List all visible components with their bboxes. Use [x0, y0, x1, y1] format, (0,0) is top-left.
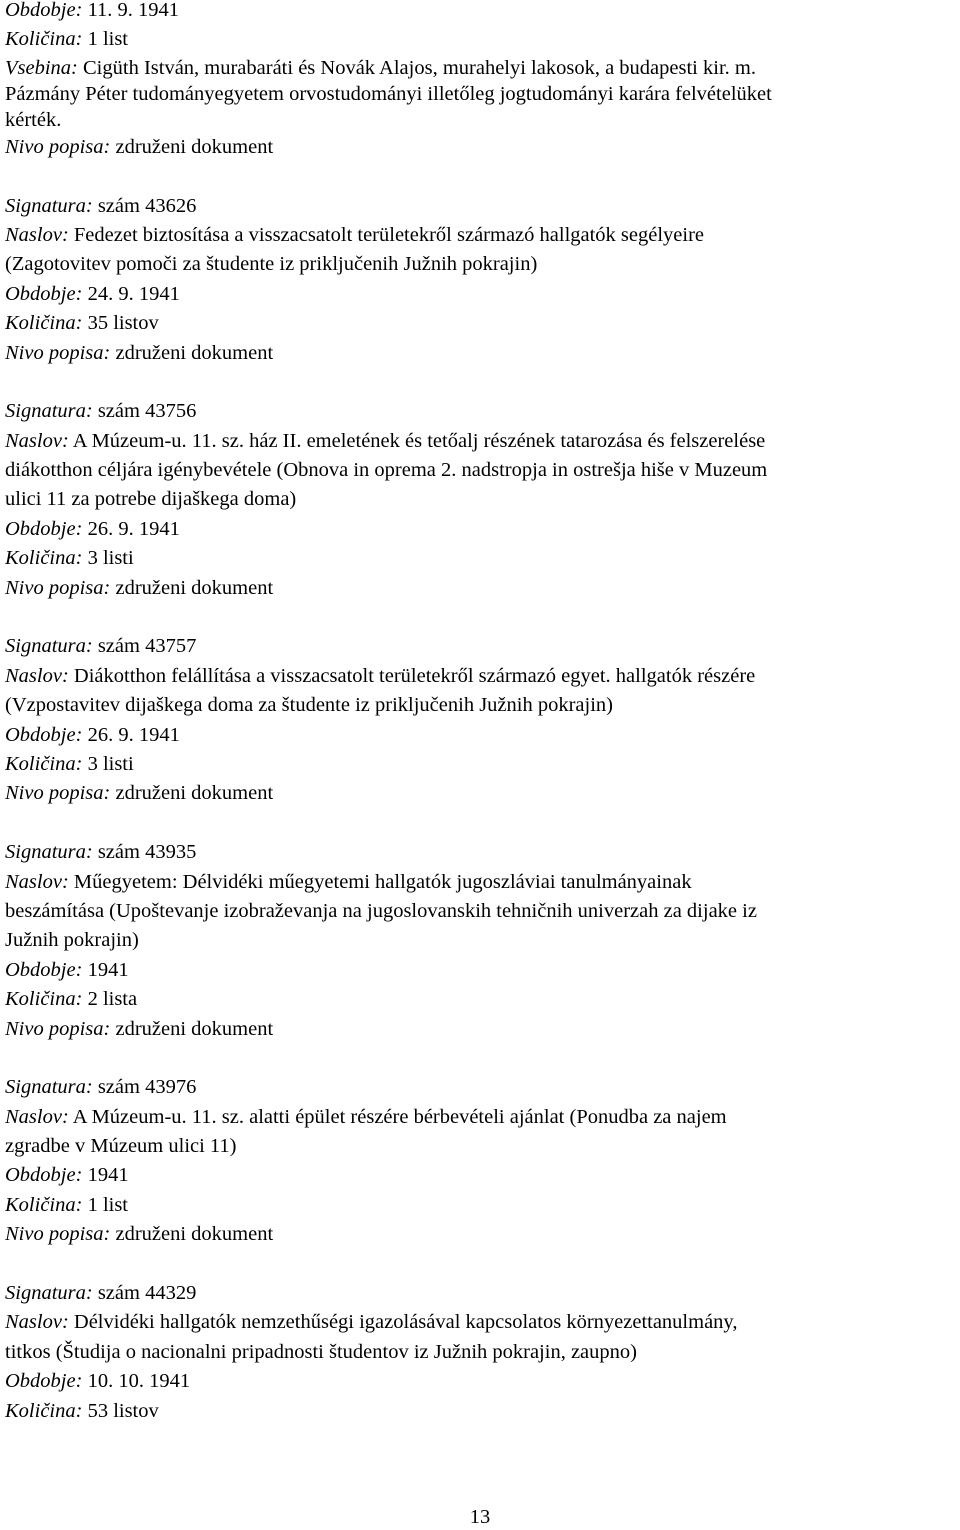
kolicina-label: Količina:	[5, 312, 83, 335]
naslov-text: diákotthon céljára igénybevétele (Obnova in oprema 2. nadstropja in ostrešja hiše v Muzeum	[5, 459, 768, 482]
signatura-label: Signatura:	[5, 400, 93, 423]
signatura-value: szám 43626	[97, 194, 197, 217]
naslov-line-1	[5, 221, 955, 250]
obdobje-value: 11. 9. 1941	[87, 0, 180, 21]
page-number: 13	[469, 1506, 491, 1528]
obdobje-line	[5, 1161, 955, 1190]
naslov-line-2	[5, 691, 955, 720]
nivo-value: združeni dokument	[115, 135, 274, 158]
signatura-label: Signatura:	[5, 1282, 93, 1305]
kolicina-value: 2 lista	[87, 988, 138, 1011]
kolicina-value: 35 listov	[87, 312, 159, 335]
kolicina-label: Količina:	[5, 1193, 83, 1216]
obdobje-value: 26. 9. 1941	[87, 517, 180, 540]
kolicina-value: 53 listov	[87, 1399, 159, 1422]
signatura-line	[5, 838, 955, 867]
naslov-text: Fedezet biztosítása a visszacsatolt területekről származó hallgatók segélyeire	[73, 223, 705, 246]
kolicina-line	[5, 1397, 955, 1426]
spacer	[5, 368, 955, 397]
vsebina-line-2	[5, 81, 955, 107]
naslov-text: (Zagotovitev pomoči za študente iz priključenih Južnih pokrajin)	[5, 253, 538, 276]
obdobje-value: 1941	[87, 958, 129, 981]
nivo-line	[5, 339, 955, 368]
obdobje-label: Obdobje:	[5, 517, 83, 540]
record-entry	[5, 1279, 955, 1426]
vsebina-text: Pázmány Péter tudományegyetem orvostudományi illetőleg jogtudományi karára felvételüket	[5, 82, 772, 105]
signatura-value: szám 43976	[97, 1076, 197, 1099]
naslov-label: Naslov:	[5, 1105, 69, 1128]
vsebina-text: kérték.	[5, 108, 62, 131]
signatura-value: szám 43756	[97, 400, 197, 423]
naslov-line-1	[5, 1103, 955, 1132]
signatura-label: Signatura:	[5, 635, 93, 658]
signatura-label: Signatura:	[5, 841, 93, 864]
naslov-line-3	[5, 926, 955, 955]
obdobje-label: Obdobje:	[5, 1370, 83, 1393]
kolicina-value: 3 listi	[87, 547, 134, 570]
naslov-line-2	[5, 456, 955, 485]
naslov-line-2	[5, 250, 955, 279]
obdobje-line	[5, 515, 955, 544]
kolicina-value: 3 listi	[87, 752, 134, 775]
naslov-label: Naslov:	[5, 1311, 69, 1334]
signatura-line	[5, 1073, 955, 1102]
naslov-text: Műegyetem: Délvidéki műegyetemi hallgatók jugoszláviai tanulmányainak	[73, 870, 692, 893]
signatura-label: Signatura:	[5, 194, 93, 217]
signatura-line	[5, 192, 955, 221]
record-entry	[5, 838, 955, 1044]
obdobje-line	[5, 280, 955, 309]
naslov-line-1	[5, 868, 955, 897]
naslov-text: Délvidéki hallgatók nemzethűségi igazolásával kapcsolatos környezettanulmány,	[73, 1311, 738, 1334]
obdobje-label: Obdobje:	[5, 282, 83, 305]
signatura-value: szám 43935	[97, 841, 197, 864]
nivo-label: Nivo popisa:	[5, 782, 111, 805]
obdobje-label: Obdobje:	[5, 1164, 83, 1187]
naslov-label: Naslov:	[5, 664, 69, 687]
kolicina-line	[5, 985, 955, 1014]
nivo-line	[5, 1015, 955, 1044]
spacer	[5, 603, 955, 632]
nivo-value: združeni dokument	[115, 1223, 274, 1246]
obdobje-value: 10. 10. 1941	[87, 1370, 191, 1393]
naslov-text: Južnih pokrajin)	[5, 929, 139, 952]
naslov-line-1	[5, 427, 955, 456]
kolicina-value: 1 list	[87, 28, 129, 51]
obdobje-value: 1941	[87, 1164, 129, 1187]
signatura-line	[5, 1279, 955, 1308]
nivo-value: združeni dokument	[115, 576, 274, 599]
naslov-text: (Vzpostavitev dijaškega doma za študente iz priključenih Južnih pokrajin)	[5, 694, 613, 717]
nivo-value: združeni dokument	[115, 782, 274, 805]
kolicina-label: Količina:	[5, 1399, 83, 1422]
vsebina-text: Cigüth István, murabaráti és Novák Alajos, murahelyi lakosok, a budapesti kir. m.	[83, 56, 756, 79]
nivo-value: združeni dokument	[115, 341, 274, 364]
signatura-label: Signatura:	[5, 1076, 93, 1099]
obdobje-label: Obdobje:	[5, 958, 83, 981]
naslov-label: Naslov:	[5, 429, 69, 452]
document-body	[5, 0, 955, 1426]
signatura-line	[5, 397, 955, 426]
kolicina-line	[5, 750, 955, 779]
naslov-text: zgradbe v Múzeum ulici 11)	[5, 1135, 237, 1158]
nivo-line	[5, 1220, 955, 1249]
kolicina-value: 1 list	[87, 1193, 129, 1216]
spacer	[5, 162, 955, 191]
obdobje-line	[5, 956, 955, 985]
obdobje-label: Obdobje:	[5, 0, 83, 21]
naslov-text: ulici 11 za potrebe dijaškega doma)	[5, 488, 297, 511]
naslov-text: titkos (Študija o nacionalni pripadnosti študentov iz Južnih pokrajin, zaupno)	[5, 1340, 637, 1363]
kolicina-label: Količina:	[5, 28, 83, 51]
nivo-label: Nivo popisa:	[5, 341, 111, 364]
spacer	[5, 809, 955, 838]
nivo-label: Nivo popisa:	[5, 1017, 111, 1040]
signatura-value: szám 43757	[97, 635, 197, 658]
naslov-line-2	[5, 1132, 955, 1161]
spacer	[5, 1044, 955, 1073]
naslov-text: A Múzeum-u. 11. sz. ház II. emeletének és tetőalj részének tatarozása és felszerelése	[72, 429, 766, 452]
naslov-text: beszámítása (Upoštevanje izobraževanja na jugoslovanskih tehničnih univerzah za dijake iz	[5, 899, 757, 922]
obdobje-value: 24. 9. 1941	[87, 282, 180, 305]
nivo-label: Nivo popisa:	[5, 576, 111, 599]
naslov-text: Diákotthon felállítása a visszacsatolt területekről származó egyet. hallgatók részére	[73, 664, 756, 687]
naslov-line-1	[5, 1308, 955, 1337]
kolicina-label: Količina:	[5, 752, 83, 775]
kolicina-line	[5, 309, 955, 338]
signatura-value: szám 44329	[97, 1282, 197, 1305]
spacer	[5, 1250, 955, 1279]
nivo-line	[5, 133, 955, 162]
signatura-line	[5, 632, 955, 661]
nivo-label: Nivo popisa:	[5, 1223, 111, 1246]
naslov-line-3	[5, 485, 955, 514]
record-entry	[5, 397, 955, 603]
record-entry	[5, 1073, 955, 1249]
vsebina-line-1	[5, 55, 955, 81]
obdobje-line	[5, 0, 955, 25]
record-entry-continued	[5, 0, 955, 162]
obdobje-value: 26. 9. 1941	[87, 723, 180, 746]
naslov-line-2	[5, 897, 955, 926]
obdobje-label: Obdobje:	[5, 723, 83, 746]
obdobje-line	[5, 721, 955, 750]
nivo-line	[5, 574, 955, 603]
naslov-line-1	[5, 662, 955, 691]
naslov-label: Naslov:	[5, 870, 69, 893]
naslov-line-2	[5, 1338, 955, 1367]
vsebina-line-3	[5, 107, 955, 133]
nivo-value: združeni dokument	[115, 1017, 274, 1040]
kolicina-label: Količina:	[5, 547, 83, 570]
nivo-label: Nivo popisa:	[5, 135, 111, 158]
kolicina-line	[5, 544, 955, 573]
kolicina-line	[5, 1191, 955, 1220]
vsebina-label: Vsebina:	[5, 56, 78, 79]
nivo-line	[5, 779, 955, 808]
record-entry	[5, 192, 955, 368]
kolicina-label: Količina:	[5, 988, 83, 1011]
naslov-label: Naslov:	[5, 223, 69, 246]
kolicina-line	[5, 25, 955, 54]
record-entry	[5, 632, 955, 808]
obdobje-line	[5, 1367, 955, 1396]
naslov-text: A Múzeum-u. 11. sz. alatti épület részére bérbevételi ajánlat (Ponudba za najem	[72, 1105, 727, 1128]
